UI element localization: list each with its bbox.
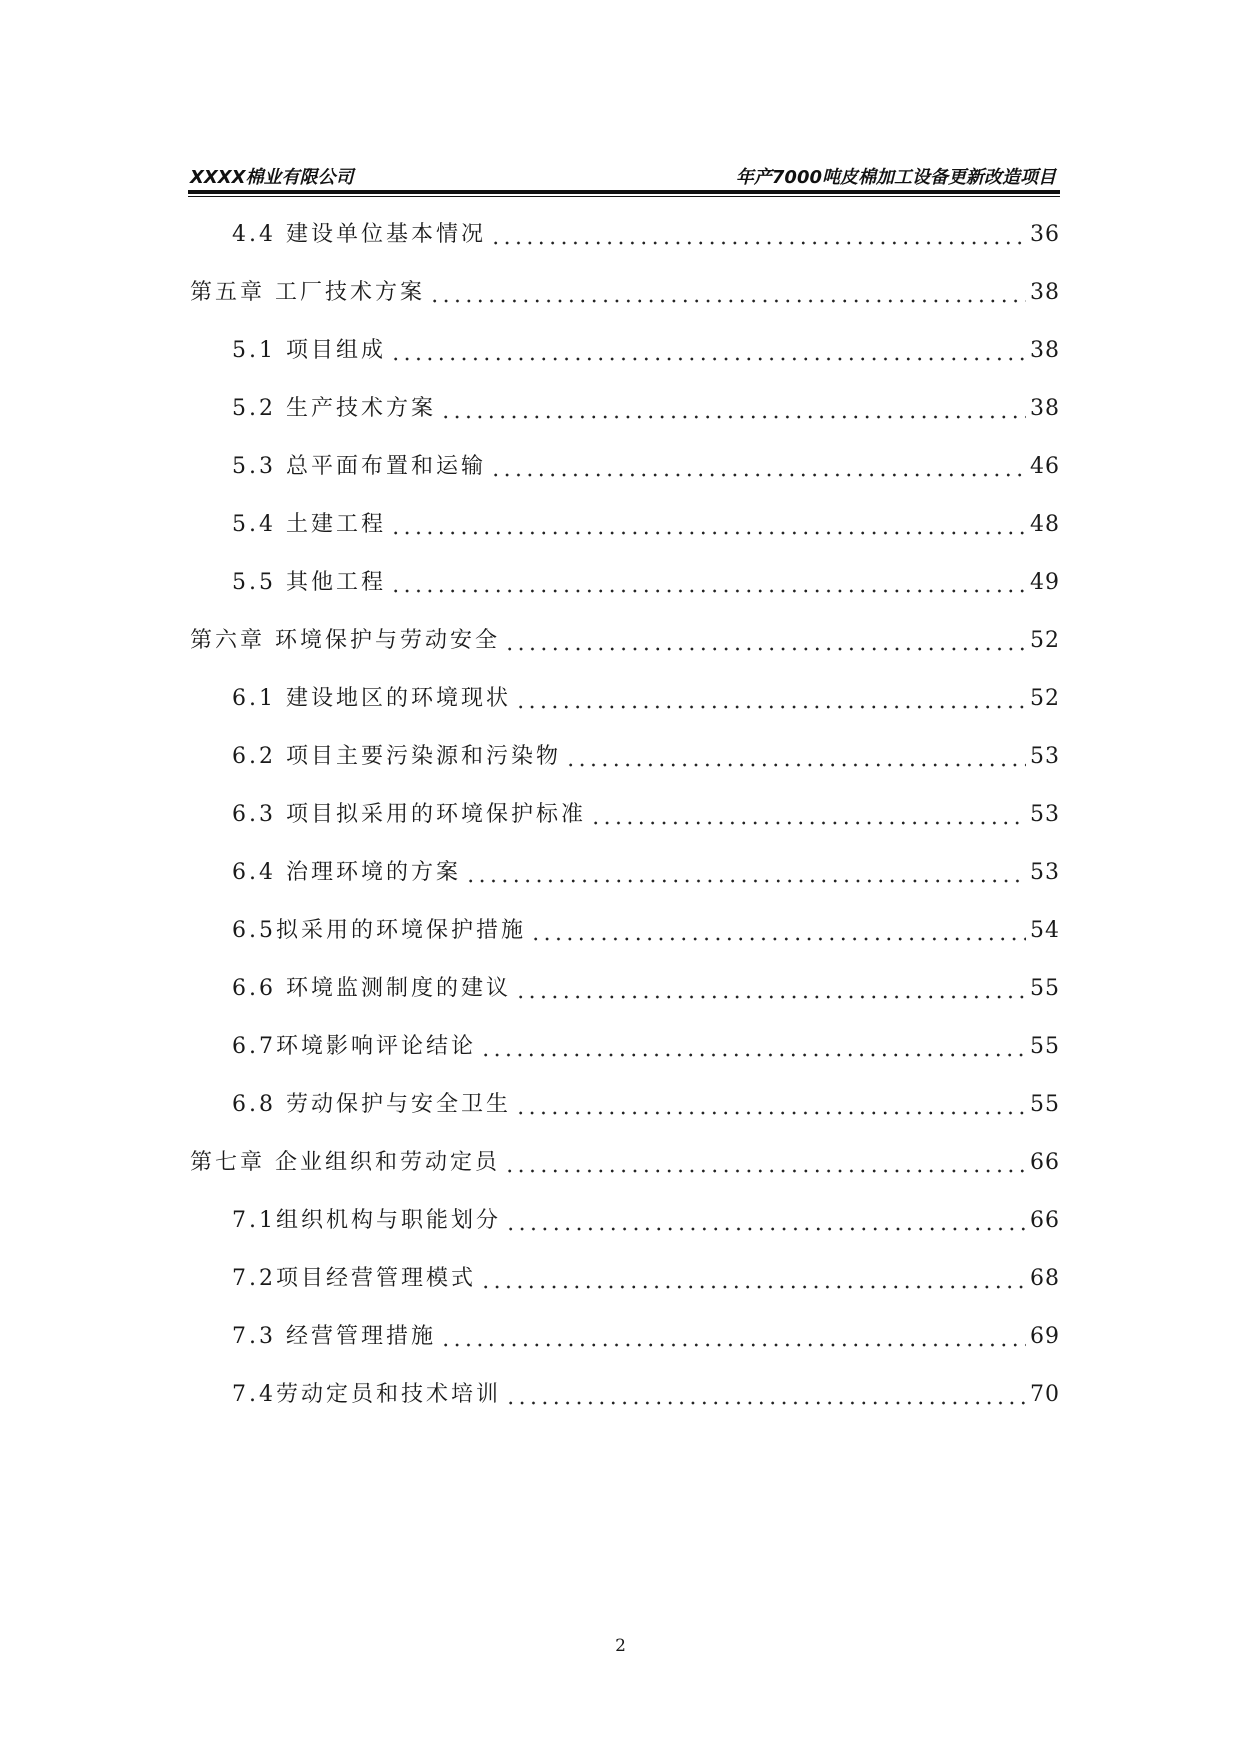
toc-entry-chapter-5[interactable] (190, 268, 1060, 308)
toc-entry-label: 5.3 总平面布置和运输 (232, 454, 486, 479)
toc-entry-label: 6.1 建设地区的环境现状 (232, 686, 511, 711)
toc-leader-dots (390, 510, 1026, 540)
toc-leader-dots (390, 336, 1026, 366)
toc-leader-dots (440, 1322, 1026, 1352)
toc-leader-dots (480, 1264, 1026, 1294)
toc-entry-chapter-6[interactable] (190, 616, 1060, 656)
toc-entry-label: 6.2 项目主要污染源和污染物 (232, 744, 561, 769)
toc-leader-dots (505, 1206, 1026, 1236)
toc-page-number: 55 (1030, 1092, 1060, 1117)
toc-page-number: 66 (1030, 1208, 1060, 1233)
toc-entry-6-5[interactable] (190, 906, 1060, 946)
header-project-title: 年产7000吨皮棉加工设备更新改造项目 (735, 167, 1056, 188)
toc-page-number: 55 (1030, 976, 1060, 1001)
toc-leader-dots (515, 974, 1026, 1004)
toc-entry-6-4[interactable] (190, 848, 1060, 888)
toc-page-number: 38 (1030, 280, 1060, 305)
toc-leader-dots (565, 742, 1026, 772)
toc-entry-label: 6.8 劳动保护与安全卫生 (232, 1092, 511, 1117)
toc-entry-5-5[interactable] (190, 558, 1060, 598)
toc-page-number: 55 (1030, 1034, 1060, 1059)
toc-entry-7-1[interactable] (190, 1196, 1060, 1236)
toc-entry-6-7[interactable] (190, 1022, 1060, 1062)
toc-page-number: 53 (1030, 744, 1060, 769)
toc-page-number: 36 (1030, 222, 1060, 247)
toc-entry-5-1[interactable] (190, 326, 1060, 366)
toc-entry-7-2[interactable] (190, 1254, 1060, 1294)
toc-entry-label: 7.4劳动定员和技术培训 (232, 1382, 501, 1407)
toc-entry-label: 7.3 经营管理措施 (232, 1324, 436, 1349)
toc-entry-label: 5.4 土建工程 (232, 512, 386, 537)
toc-entry-5-2[interactable] (190, 384, 1060, 424)
toc-leader-dots (590, 800, 1026, 830)
toc-page-number: 53 (1030, 860, 1060, 885)
toc-leader-dots (504, 626, 1026, 656)
toc-entry-label: 6.5拟采用的环境保护措施 (232, 918, 526, 943)
toc-entry-label: 6.7环境影响评论结论 (232, 1034, 476, 1059)
toc-page-number: 53 (1030, 802, 1060, 827)
toc-leader-dots (490, 220, 1026, 250)
toc-leader-dots (480, 1032, 1026, 1062)
toc-entry-7-4[interactable] (190, 1370, 1060, 1410)
toc-page-number: 38 (1030, 338, 1060, 363)
toc-entry-label: 第五章 工厂技术方案 (190, 280, 425, 305)
toc-entry-label: 第七章 企业组织和劳动定员 (190, 1150, 500, 1175)
toc-page-number: 69 (1030, 1324, 1060, 1349)
page-number: 2 (615, 1636, 626, 1656)
toc-entry-label: 第六章 环境保护与劳动安全 (190, 628, 500, 653)
toc-entry-6-8[interactable] (190, 1080, 1060, 1120)
toc-entry-4-4[interactable] (190, 210, 1060, 250)
toc-leader-dots (390, 568, 1026, 598)
toc-entry-6-2[interactable] (190, 732, 1060, 772)
toc-leader-dots (429, 278, 1026, 308)
toc-page-number: 68 (1030, 1266, 1060, 1291)
toc-entry-label: 5.5 其他工程 (232, 570, 386, 595)
toc-entry-chapter-7[interactable] (190, 1138, 1060, 1178)
toc-page-number: 46 (1030, 454, 1060, 479)
toc-entry-7-3[interactable] (190, 1312, 1060, 1352)
toc-entry-label: 4.4 建设单位基本情况 (232, 222, 486, 247)
toc-entry-label: 7.2项目经营管理模式 (232, 1266, 476, 1291)
toc-leader-dots (490, 452, 1026, 482)
toc-entry-label: 5.1 项目组成 (232, 338, 386, 363)
toc-entry-label: 7.1组织机构与职能划分 (232, 1208, 501, 1233)
running-header (190, 163, 1060, 187)
toc-leader-dots (515, 1090, 1026, 1120)
toc-leader-dots (505, 1380, 1026, 1410)
toc-page-number: 52 (1030, 686, 1060, 711)
toc-page-number: 66 (1030, 1150, 1060, 1175)
toc-leader-dots (515, 684, 1026, 714)
toc-leader-dots (465, 858, 1026, 888)
toc-leader-dots (440, 394, 1026, 424)
toc-entry-6-3[interactable] (190, 790, 1060, 830)
toc-entry-6-1[interactable] (190, 674, 1060, 714)
toc-entry-label: 6.6 环境监测制度的建议 (232, 976, 511, 1001)
header-rule-thick (188, 190, 1060, 194)
toc-page-number: 38 (1030, 396, 1060, 421)
header-rule-thin (188, 196, 1060, 197)
header-company-name: XXXX棉业有限公司 (190, 167, 354, 188)
toc-entry-5-3[interactable] (190, 442, 1060, 482)
toc-page-number: 52 (1030, 628, 1060, 653)
toc-entry-6-6[interactable] (190, 964, 1060, 1004)
toc-page-number: 48 (1030, 512, 1060, 537)
toc-leader-dots (504, 1148, 1026, 1178)
toc-entry-label: 6.4 治理环境的方案 (232, 860, 461, 885)
toc-page-number: 49 (1030, 570, 1060, 595)
toc-page-number: 70 (1030, 1382, 1060, 1407)
toc-entry-label: 6.3 项目拟采用的环境保护标准 (232, 802, 586, 827)
toc-leader-dots (530, 916, 1026, 946)
toc-entry-label: 5.2 生产技术方案 (232, 396, 436, 421)
toc-entry-5-4[interactable] (190, 500, 1060, 540)
toc-page-number: 54 (1030, 918, 1060, 943)
